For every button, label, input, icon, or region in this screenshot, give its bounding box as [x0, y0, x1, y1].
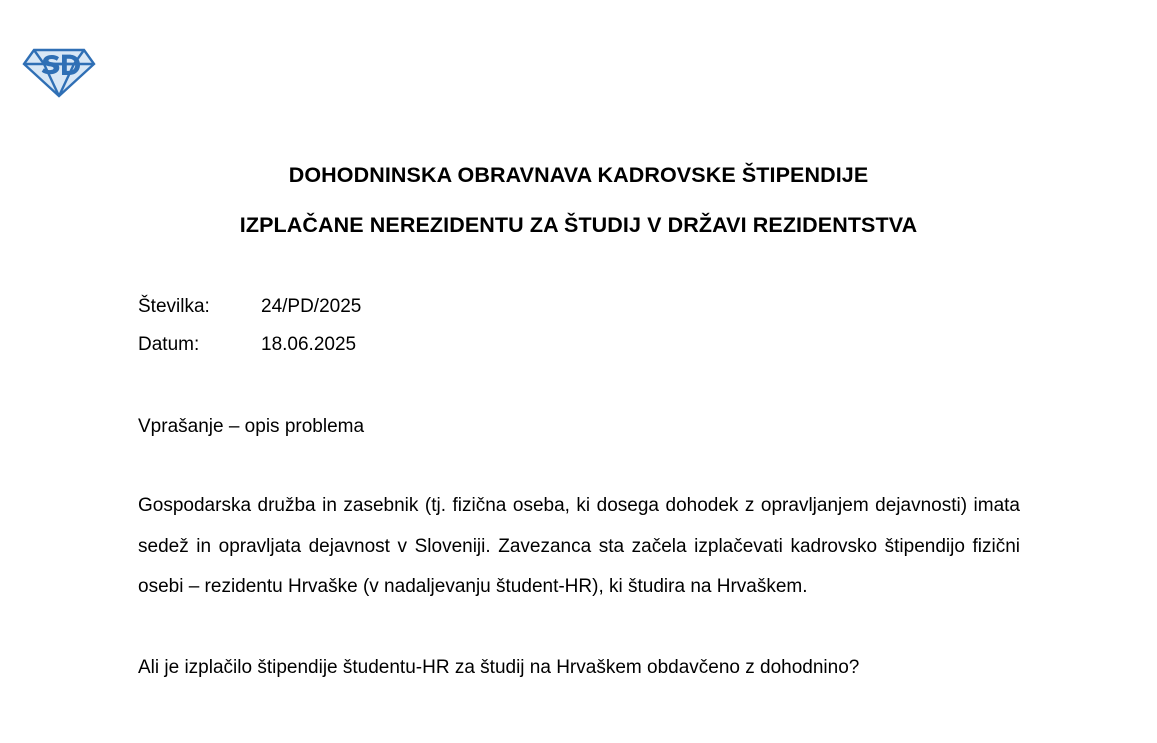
- meta-row-date: [138, 326, 738, 364]
- meta-value-number: 24/PD/2025: [261, 296, 362, 317]
- document-meta: [138, 288, 738, 364]
- stipendije-diamond-logo: [18, 28, 100, 100]
- document-title-line-1: DOHODNINSKA OBRAVNAVA KADROVSKE ŠTIPENDIJE: [288, 163, 869, 187]
- document-title-line-2: IZPLAČANE NEREZIDENTU ZA ŠTUDIJ V DRŽAVI REZIDENTSTVA: [239, 213, 918, 237]
- meta-row-number: [138, 288, 738, 326]
- meta-value-date: 18.06.2025: [261, 334, 357, 355]
- body-paragraph-2: Ali je izplačilo štipendije študentu-HR za študij na Hrvaškem obdavčeno z dohodnino?: [138, 656, 860, 678]
- meta-label-date: Datum:: [138, 334, 200, 355]
- document-body: [138, 408, 1020, 688]
- section-heading-question: Vprašanje – opis problema: [138, 416, 365, 437]
- meta-label-number: Številka:: [138, 296, 210, 317]
- body-paragraph-1: Gospodarska družba in zasebnik (tj. fizična oseba, ki dosega dohodek z opravljanjem dejavnosti) imata sedež in opravljata dejavnost v Sloveniji. Zavezanca sta začela izplačevati kadrovsko štipendijo fizični osebi – rezidentu Hrvaške (v nadaljevanju študent-HR), ki študira na Hrvaškem.: [138, 495, 1020, 597]
- document-title: [0, 150, 1157, 250]
